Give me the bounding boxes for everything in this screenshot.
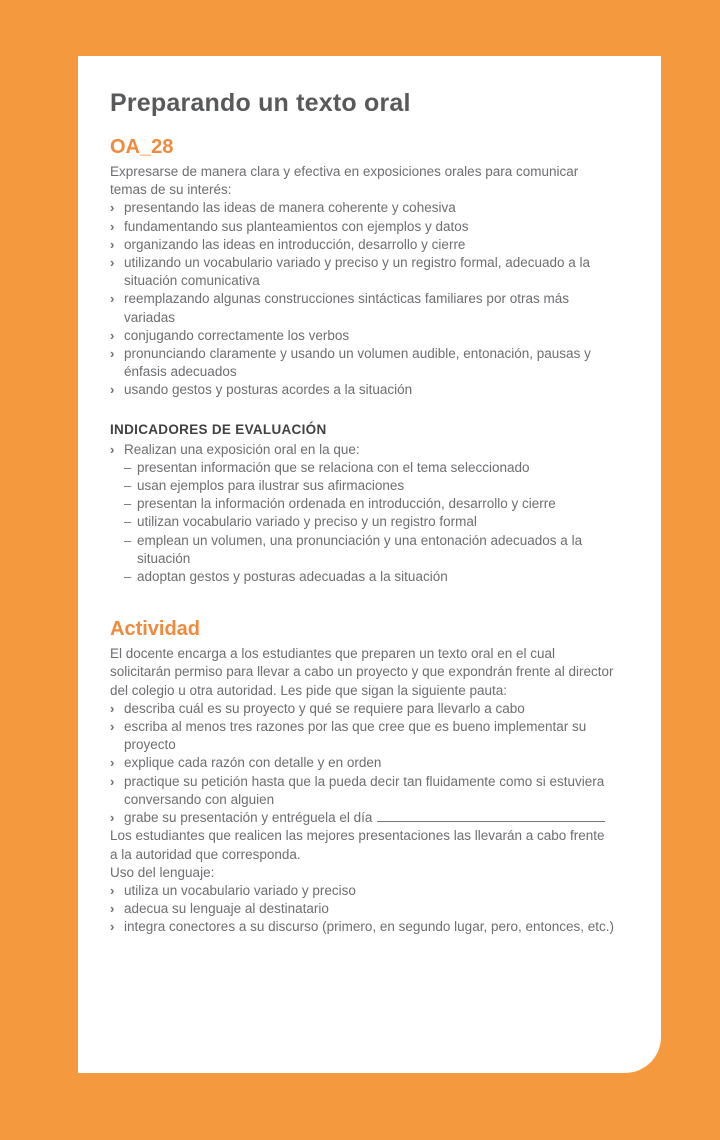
list-item <box>124 532 615 568</box>
oa-heading: OA_28 <box>110 136 174 158</box>
list-item <box>124 459 615 477</box>
list-item <box>110 754 615 772</box>
list-item-text: escriba al menos tres razones por las que cree que es bueno implementar su proyecto <box>124 719 587 753</box>
indicators-heading: INDICADORES DE EVALUACIÓN <box>110 421 327 437</box>
list-item <box>124 495 615 513</box>
list-item <box>124 513 615 531</box>
chevron-bullet-icon: › <box>110 441 115 457</box>
list-item-text: utilizando un vocabulario variado y preciso y un registro formal, adecuado a la situación comunicativa <box>124 255 591 289</box>
indicators-section <box>110 421 615 587</box>
dash-bullet-icon: – <box>124 496 132 512</box>
list-item-text: adoptan gestos y posturas adecuadas a la situación <box>137 569 448 585</box>
list-item <box>110 236 615 254</box>
list-item-text <box>124 809 615 827</box>
dash-bullet-icon: – <box>124 459 132 475</box>
list-item-text: utilizan vocabulario variado y preciso y un registro formal <box>137 514 477 530</box>
list-item <box>110 327 615 345</box>
chevron-bullet-icon: › <box>110 291 115 307</box>
list-item <box>110 199 615 217</box>
chevron-bullet-icon: › <box>110 346 115 362</box>
list-item <box>110 809 615 827</box>
list-item <box>110 345 615 381</box>
activity-bullet-list <box>110 700 615 827</box>
chevron-bullet-icon: › <box>110 200 115 216</box>
list-item-text: practique su petición hasta que la pueda decir tan fluidamente como si estuviera conversando con alguien <box>124 773 605 807</box>
list-item-text: presentan información que se relaciona con el tema seleccionado <box>137 459 530 475</box>
list-item-text: pronunciando claramente y usando un volumen audible, entonación, pausas y énfasis adecuados <box>124 346 591 380</box>
worksheet-card <box>78 56 661 1073</box>
chevron-bullet-icon: › <box>110 719 115 735</box>
chevron-bullet-icon: › <box>110 255 115 271</box>
language-bullet-list <box>110 882 615 937</box>
indicators-lead: Realizan una exposición oral en la que: <box>124 441 360 457</box>
list-item <box>124 477 615 495</box>
list-item-text: integra conectores a su discurso (primero, en segundo lugar, pero, entonces, etc.) <box>124 919 615 935</box>
chevron-bullet-icon: › <box>110 327 115 343</box>
list-item-text: usan ejemplos para ilustrar sus afirmaciones <box>137 478 405 494</box>
oa-bullet-list <box>110 199 615 399</box>
list-item <box>110 254 615 290</box>
indicators-sub-list <box>124 459 615 586</box>
chevron-bullet-icon: › <box>110 700 115 716</box>
list-item-text: describa cuál es su proyecto y qué se requiere para llevarlo a cabo <box>124 700 525 716</box>
list-item-text: presentan la información ordenada en introducción, desarrollo y cierre <box>137 496 556 512</box>
chevron-bullet-icon: › <box>110 773 115 789</box>
chevron-bullet-icon: › <box>110 882 115 898</box>
dash-bullet-icon: – <box>124 532 132 548</box>
list-item <box>124 568 615 586</box>
list-item <box>110 381 615 399</box>
list-item-text: explique cada razón con detalle y en orden <box>124 755 382 771</box>
list-item-text: organizando las ideas en introducción, desarrollo y cierre <box>124 236 466 252</box>
list-item-text: utiliza un vocabulario variado y preciso <box>124 882 356 898</box>
dash-bullet-icon: – <box>124 569 132 585</box>
list-item <box>110 773 615 809</box>
chevron-bullet-icon: › <box>110 810 115 826</box>
list-item <box>110 882 615 900</box>
chevron-bullet-icon: › <box>110 901 115 917</box>
chevron-bullet-icon: › <box>110 218 115 234</box>
list-item-text: fundamentando sus planteamientos con ejemplos y datos <box>124 218 469 234</box>
dash-bullet-icon: – <box>124 514 132 530</box>
list-item <box>110 218 615 236</box>
list-item-text: presentando las ideas de manera coherente y cohesiva <box>124 200 456 216</box>
date-blank-line <box>377 810 605 822</box>
list-item <box>110 700 615 718</box>
chevron-bullet-icon: › <box>110 919 115 935</box>
chevron-bullet-icon: › <box>110 236 115 252</box>
list-item-text: emplean un volumen, una pronunciación y una entonación adecuados a la situación <box>137 532 583 566</box>
list-item-text: adecua su lenguaje al destinatario <box>124 901 329 917</box>
list-item-text: conjugando correctamente los verbos <box>124 327 350 343</box>
language-use-heading: Uso del lenguaje: <box>110 864 215 880</box>
page-title: Preparando un texto oral <box>110 89 411 117</box>
list-item-text: reemplazando algunas construcciones sintácticas familiares por otras más variadas <box>124 291 569 325</box>
oa-intro: Expresarse de manera clara y efectiva en exposiciones orales para comunicar temas de su interés: <box>110 164 579 198</box>
date-bullet-text: grabe su presentación y entréguela el día <box>124 810 373 826</box>
oa-section <box>110 135 615 400</box>
list-item <box>110 918 615 936</box>
activity-intro: El docente encarga a los estudiantes que preparen un texto oral en el cual solicitarán permiso para llevar a cabo un proyecto y que expondrán frente al director del colegio u otra autoridad. Les pide que sigan la siguiente pauta: <box>110 646 614 698</box>
chevron-bullet-icon: › <box>110 755 115 771</box>
list-item <box>110 290 615 326</box>
activity-outro: Los estudiantes que realicen las mejores presentaciones las llevarán a cabo frente a la autoridad que corresponda. <box>110 828 605 862</box>
list-item-text: usando gestos y posturas acordes a la situación <box>124 382 413 398</box>
dash-bullet-icon: – <box>124 478 132 494</box>
activity-section <box>110 617 615 936</box>
list-item <box>110 441 615 459</box>
chevron-bullet-icon: › <box>110 382 115 398</box>
list-item <box>110 718 615 754</box>
activity-heading: Actividad <box>110 618 201 641</box>
list-item <box>110 900 615 918</box>
